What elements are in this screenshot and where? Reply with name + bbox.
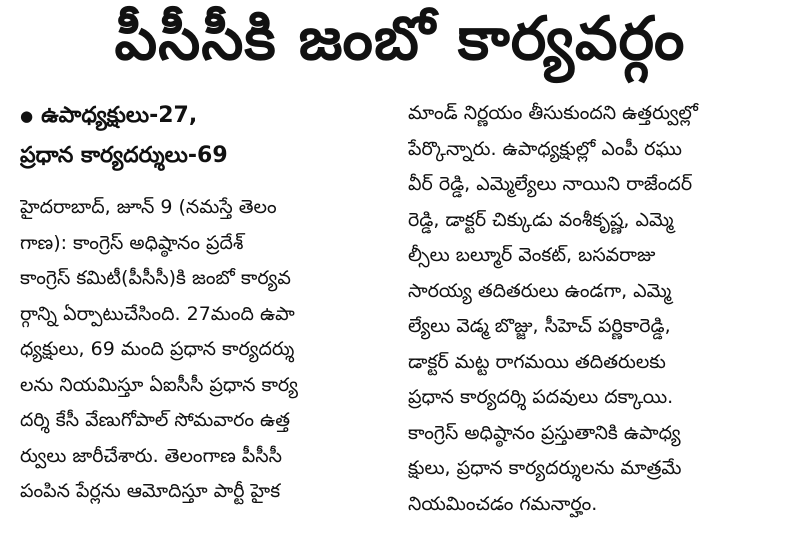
body-line: పంపిన పేర్లను ఆమోదిస్తూ పార్టీ హైక [20,480,281,502]
subhead-text: ఉపాధ్యక్షులు-27, [41,103,198,128]
body-line: ల్సీలు బల్మూర్ వెంకట్, బసవరాజు [408,244,656,266]
body-line: కాంగ్రెస్ అధిష్ఠానం ప్రస్తుతానికి ఉపాధ్య [408,421,681,444]
subhead-general-secretaries [20,136,398,176]
right-column [408,96,786,522]
body-line: సారయ్య తదితరులు ఉండగా, ఎమ్మె [408,279,672,302]
subhead-vice-presidents [20,96,398,136]
body-line: ర్వులు జారీచేశారు. తెలంగాణ పీసీసీ [20,444,282,467]
body-line: వీర్ రెడ్డి, ఎమ్మెల్యేలు నాయిని రాజేందర్ [408,173,693,195]
headline: పీసీసీకి జంబో కార్యవర్గం [114,4,686,74]
left-column [20,96,398,510]
body-line: కాంగ్రెస్ కమిటీ(పీసీసీ)కి జంబో కార్యవ [20,267,291,289]
body-line: క్షులు, ప్రధాన కార్యదర్శులను మాత్రమే [408,457,682,479]
body-line: నియమించడం గమనార్హం. [408,492,598,515]
body-line: లను నియమిస్తూ ఏఐసీసీ ప్రధాన కార్య [20,373,298,396]
body-line: రెడ్డి, డాక్టర్ చిక్కుడు వంశీకృష్ణ, ఎమ్మె [408,208,674,231]
subhead-text: ప్రధాన కార్యదర్శులు-69 [20,143,228,168]
body-line: ర్గాన్ని ఏర్పాటుచేసింది. 27మంది ఉపా [20,302,295,325]
body-line: డాక్టర్ మట్ట రాగమయి తదితరులకు [408,350,666,373]
body-line: పేర్కొన్నారు. ఉపాధ్యక్షుల్లో ఎంపీ రఘు [408,137,683,160]
body-line: ధ్యక్షులు, 69 మంది ప్రధాన కార్యదర్శు [20,338,295,360]
bullet-icon: ● [20,107,34,125]
body-line: దర్శి కేసీ వేణుగోపాల్ సోమవారం ఉత్త [20,409,290,431]
body-line: ల్యేలు వెడ్మ బొజ్జు, సీహెచ్ పర్ణికారెడ్డి, [408,315,671,337]
body-line: గాణ): కాంగ్రెస్ అధిష్ఠానం ప్రదేశ్ [20,231,244,254]
body-line: ప్రధాన కార్యదర్శి పదవులు దక్కాయి. [408,386,674,408]
body-line: మాండ్ నిర్ణయం తీసుకుందని ఉత్తర్వుల్లో [408,102,698,124]
body-line: హైదరాబాద్, జూన్ 9 (నమస్తే తెలం [20,196,277,218]
article-body-left [20,190,398,510]
